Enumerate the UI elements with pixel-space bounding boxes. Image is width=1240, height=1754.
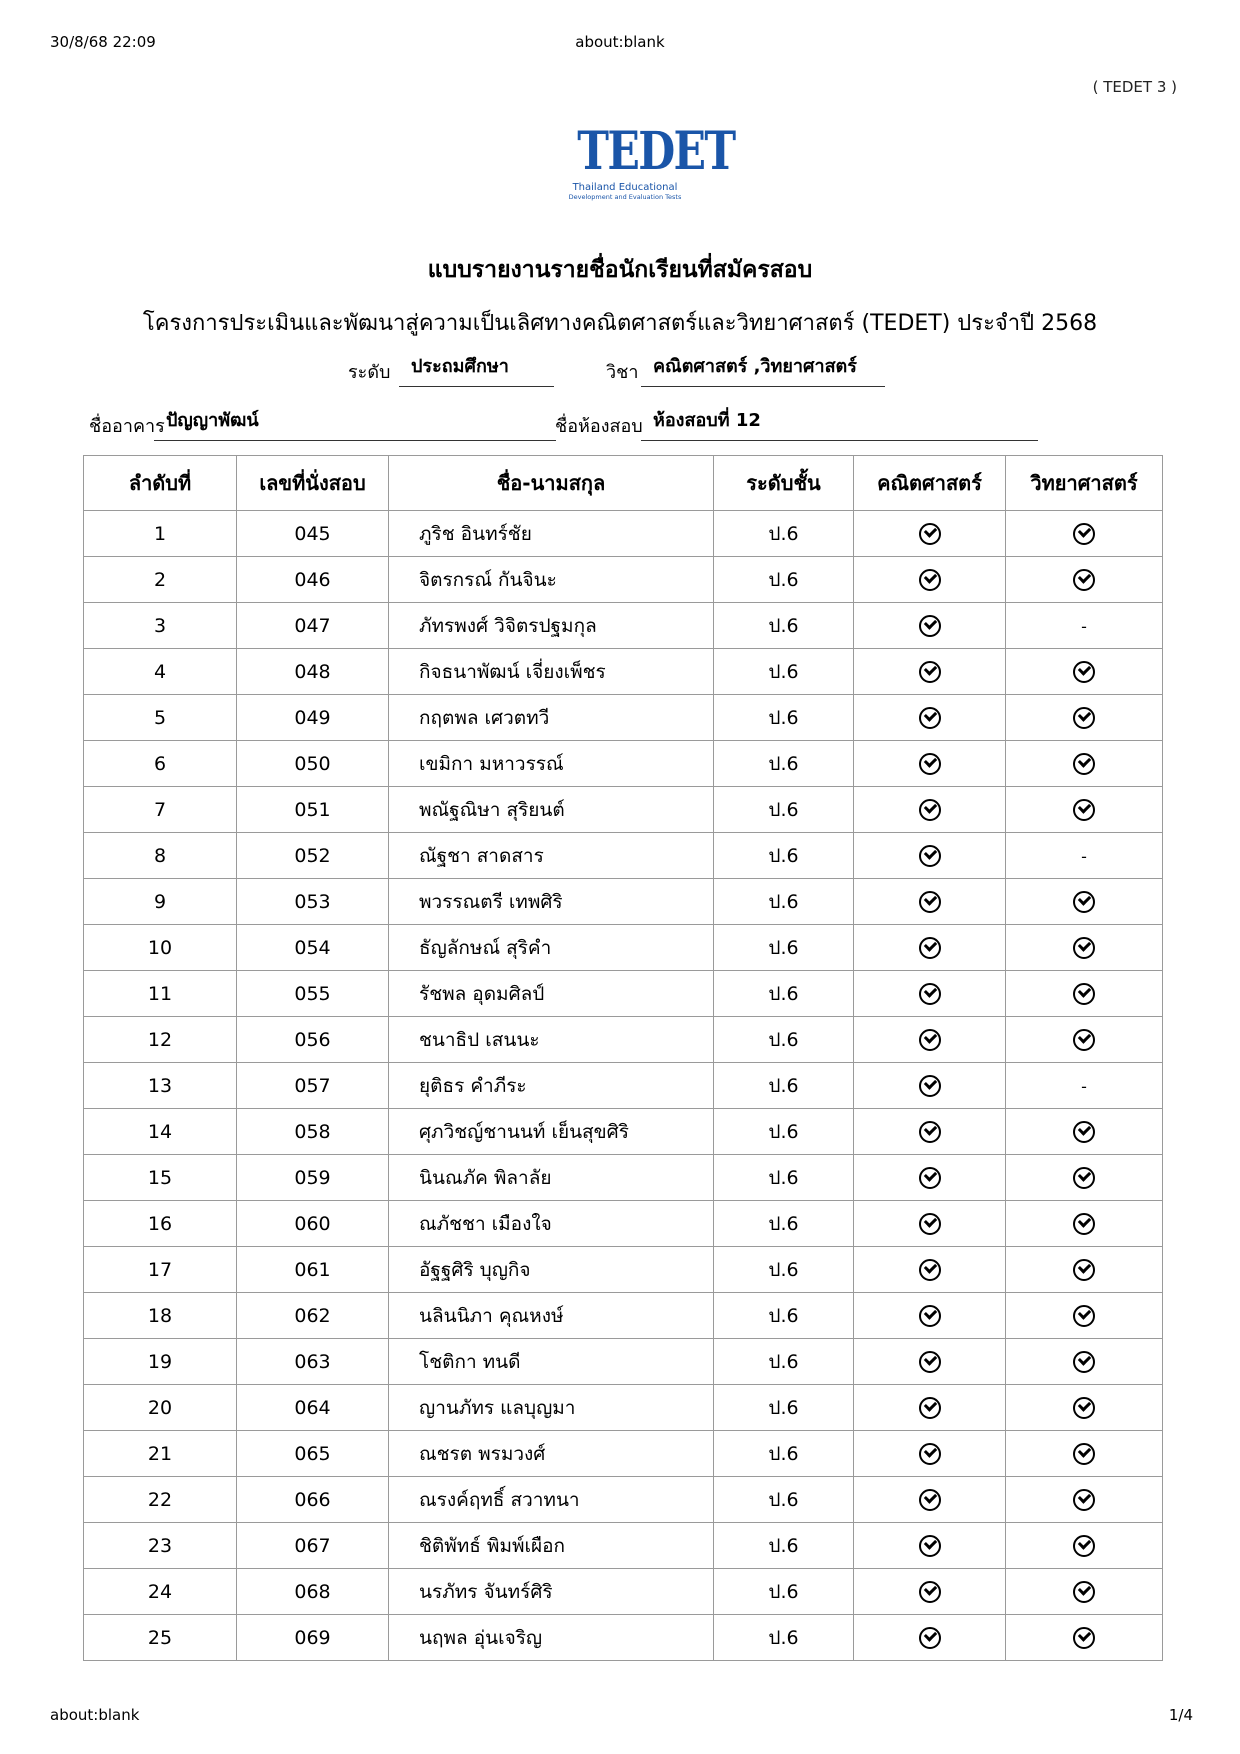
row-name: ศุภวิชญ์ชานนท์ เย็นสุขศิริ xyxy=(389,1109,714,1155)
table-row xyxy=(84,511,1163,557)
row-name: กิจธนาพัฒน์ เจี่ยงเพ็ชร xyxy=(389,649,714,695)
row-seat: 047 xyxy=(237,603,389,649)
check-circle-icon xyxy=(1073,1443,1095,1465)
row-grade: ป.6 xyxy=(714,1569,854,1615)
row-math-status xyxy=(854,1385,1006,1431)
table-row xyxy=(84,1477,1163,1523)
row-science-status xyxy=(1006,879,1163,925)
row-science-status xyxy=(1006,925,1163,971)
row-math-status xyxy=(854,741,1006,787)
table-row xyxy=(84,1293,1163,1339)
tedet-logo xyxy=(560,121,735,201)
row-order: 9 xyxy=(84,879,237,925)
row-name: อัฐฐศิริ บุญกิจ xyxy=(389,1247,714,1293)
row-math-status xyxy=(854,1247,1006,1293)
row-order: 4 xyxy=(84,649,237,695)
row-name: นรภัทร จันทร์ศิริ xyxy=(389,1569,714,1615)
check-circle-icon xyxy=(919,569,941,591)
row-order: 7 xyxy=(84,787,237,833)
document-subtitle: โครงการประเมินและพัฒนาสู่ความเป็นเลิศทางคณิตศาสตร์และวิทยาศาสตร์ (TEDET) ประจำปี 2568 xyxy=(142,311,1098,336)
not-registered-dash: - xyxy=(1081,846,1087,866)
row-order: 5 xyxy=(84,695,237,741)
header-seat: เลขที่นั่งสอบ xyxy=(237,456,389,511)
row-grade: ป.6 xyxy=(714,971,854,1017)
row-order: 25 xyxy=(84,1615,237,1661)
row-seat: 069 xyxy=(237,1615,389,1661)
row-grade: ป.6 xyxy=(714,1109,854,1155)
row-science-status xyxy=(1006,1569,1163,1615)
row-grade: ป.6 xyxy=(714,1615,854,1661)
check-circle-icon xyxy=(919,799,941,821)
row-seat: 067 xyxy=(237,1523,389,1569)
row-seat: 064 xyxy=(237,1385,389,1431)
check-circle-icon xyxy=(919,1443,941,1465)
page-number: 1/4 xyxy=(1168,1706,1193,1724)
row-math-status xyxy=(854,879,1006,925)
table-row xyxy=(84,1155,1163,1201)
row-math-status xyxy=(854,1615,1006,1661)
row-order: 6 xyxy=(84,741,237,787)
check-circle-icon xyxy=(919,1029,941,1051)
row-science-status xyxy=(1006,1385,1163,1431)
table-row xyxy=(84,1569,1163,1615)
check-circle-icon xyxy=(1073,753,1095,775)
row-math-status xyxy=(854,1201,1006,1247)
row-name: รัชพล อุดมศิลป์ xyxy=(389,971,714,1017)
table-row xyxy=(84,1247,1163,1293)
row-name: ภูริช อินทร์ชัย xyxy=(389,511,714,557)
row-order: 21 xyxy=(84,1431,237,1477)
row-seat: 062 xyxy=(237,1293,389,1339)
row-order: 2 xyxy=(84,557,237,603)
row-grade: ป.6 xyxy=(714,833,854,879)
row-science-status xyxy=(1006,603,1163,649)
row-math-status xyxy=(854,695,1006,741)
row-seat: 063 xyxy=(237,1339,389,1385)
print-datetime: 30/8/68 22:09 xyxy=(50,33,156,51)
row-math-status xyxy=(854,925,1006,971)
row-order: 23 xyxy=(84,1523,237,1569)
row-seat: 049 xyxy=(237,695,389,741)
row-science-status xyxy=(1006,557,1163,603)
row-grade: ป.6 xyxy=(714,741,854,787)
table-row xyxy=(84,879,1163,925)
table-header-row xyxy=(84,456,1163,511)
row-name: ณชรต พรมวงศ์ xyxy=(389,1431,714,1477)
row-grade: ป.6 xyxy=(714,557,854,603)
row-seat: 045 xyxy=(237,511,389,557)
table-row xyxy=(84,1339,1163,1385)
row-order: 13 xyxy=(84,1063,237,1109)
check-circle-icon xyxy=(1073,1397,1095,1419)
row-science-status xyxy=(1006,1615,1163,1661)
check-circle-icon xyxy=(919,845,941,867)
row-math-status xyxy=(854,1293,1006,1339)
check-circle-icon xyxy=(919,1259,941,1281)
building-label: ชื่ออาคาร xyxy=(89,416,165,437)
check-circle-icon xyxy=(1073,1029,1095,1051)
row-math-status xyxy=(854,1431,1006,1477)
row-seat: 065 xyxy=(237,1431,389,1477)
row-grade: ป.6 xyxy=(714,787,854,833)
table-row xyxy=(84,833,1163,879)
check-circle-icon xyxy=(1073,569,1095,591)
check-circle-icon xyxy=(919,753,941,775)
row-seat: 046 xyxy=(237,557,389,603)
row-name: พวรรณตรี เทพศิริ xyxy=(389,879,714,925)
row-grade: ป.6 xyxy=(714,1523,854,1569)
row-seat: 068 xyxy=(237,1569,389,1615)
row-grade: ป.6 xyxy=(714,603,854,649)
row-order: 24 xyxy=(84,1569,237,1615)
row-name: ชิติพัทธ์ พิมพ์เผือก xyxy=(389,1523,714,1569)
check-circle-icon xyxy=(1073,1305,1095,1327)
logo-line2: Development and Evaluation Tests xyxy=(568,193,682,201)
row-science-status xyxy=(1006,1293,1163,1339)
row-order: 3 xyxy=(84,603,237,649)
level-value: ประถมศึกษา xyxy=(399,355,554,387)
row-order: 18 xyxy=(84,1293,237,1339)
footer-url: about:blank xyxy=(50,1706,140,1724)
table-row xyxy=(84,649,1163,695)
check-circle-icon xyxy=(919,1581,941,1603)
table-row xyxy=(84,1523,1163,1569)
row-name: พณัฐณิษา สุริยนต์ xyxy=(389,787,714,833)
subject-value: คณิตศาสตร์ ,วิทยาศาสตร์ xyxy=(641,355,885,387)
check-circle-icon xyxy=(1073,937,1095,959)
row-order: 15 xyxy=(84,1155,237,1201)
check-circle-icon xyxy=(1073,707,1095,729)
row-grade: ป.6 xyxy=(714,1339,854,1385)
row-seat: 056 xyxy=(237,1017,389,1063)
student-roster-table xyxy=(83,455,1163,1661)
check-circle-icon xyxy=(919,1121,941,1143)
check-circle-icon xyxy=(919,1397,941,1419)
check-circle-icon xyxy=(919,983,941,1005)
row-science-status xyxy=(1006,1155,1163,1201)
check-circle-icon xyxy=(1073,523,1095,545)
row-order: 8 xyxy=(84,833,237,879)
check-circle-icon xyxy=(919,1351,941,1373)
row-order: 10 xyxy=(84,925,237,971)
check-circle-icon xyxy=(1073,1121,1095,1143)
row-math-status xyxy=(854,1155,1006,1201)
row-math-status xyxy=(854,1109,1006,1155)
check-circle-icon xyxy=(1073,1627,1095,1649)
row-seat: 054 xyxy=(237,925,389,971)
row-order: 16 xyxy=(84,1201,237,1247)
row-grade: ป.6 xyxy=(714,879,854,925)
check-circle-icon xyxy=(919,1535,941,1557)
row-order: 14 xyxy=(84,1109,237,1155)
row-name: โชติกา ทนดี xyxy=(389,1339,714,1385)
table-row xyxy=(84,1063,1163,1109)
table-row xyxy=(84,741,1163,787)
row-seat: 048 xyxy=(237,649,389,695)
row-name: นฤพล อุ่นเจริญ xyxy=(389,1615,714,1661)
check-circle-icon xyxy=(1073,1167,1095,1189)
row-seat: 052 xyxy=(237,833,389,879)
row-grade: ป.6 xyxy=(714,1201,854,1247)
check-circle-icon xyxy=(1073,1489,1095,1511)
room-label: ชื่อห้องสอบ xyxy=(555,416,643,437)
row-math-status xyxy=(854,603,1006,649)
row-math-status xyxy=(854,511,1006,557)
row-science-status xyxy=(1006,833,1163,879)
check-circle-icon xyxy=(919,1213,941,1235)
row-grade: ป.6 xyxy=(714,511,854,557)
check-circle-icon xyxy=(1073,983,1095,1005)
check-circle-icon xyxy=(919,937,941,959)
row-name: ภัทรพงศ์ วิจิตรปฐมกุล xyxy=(389,603,714,649)
check-circle-icon xyxy=(1073,1581,1095,1603)
row-name: ชนาธิป เสนนะ xyxy=(389,1017,714,1063)
row-seat: 053 xyxy=(237,879,389,925)
row-name: ณัฐชา สาดสาร xyxy=(389,833,714,879)
header-name: ชื่อ-นามสกุล xyxy=(389,456,714,511)
row-math-status xyxy=(854,1063,1006,1109)
row-math-status xyxy=(854,833,1006,879)
row-science-status xyxy=(1006,695,1163,741)
check-circle-icon xyxy=(919,1489,941,1511)
row-grade: ป.6 xyxy=(714,1063,854,1109)
row-grade: ป.6 xyxy=(714,925,854,971)
room-value: ห้องสอบที่ 12 xyxy=(641,409,1038,441)
row-science-status xyxy=(1006,1339,1163,1385)
check-circle-icon xyxy=(919,707,941,729)
building-value: ปัญญาพัฒน์ xyxy=(154,409,556,441)
check-circle-icon xyxy=(919,891,941,913)
check-circle-icon xyxy=(919,1627,941,1649)
table-row xyxy=(84,971,1163,1017)
table-row xyxy=(84,1615,1163,1661)
check-circle-icon xyxy=(1073,1351,1095,1373)
header-math: คณิตศาสตร์ xyxy=(854,456,1006,511)
row-name: ธัญลักษณ์ สุริคำ xyxy=(389,925,714,971)
row-seat: 058 xyxy=(237,1109,389,1155)
not-registered-dash: - xyxy=(1081,1076,1087,1096)
check-circle-icon xyxy=(919,523,941,545)
table-row xyxy=(84,787,1163,833)
row-seat: 066 xyxy=(237,1477,389,1523)
row-seat: 057 xyxy=(237,1063,389,1109)
table-row xyxy=(84,1109,1163,1155)
row-order: 12 xyxy=(84,1017,237,1063)
row-seat: 061 xyxy=(237,1247,389,1293)
table-row xyxy=(84,695,1163,741)
row-name: ยุติธร คำภีระ xyxy=(389,1063,714,1109)
row-grade: ป.6 xyxy=(714,1155,854,1201)
row-order: 11 xyxy=(84,971,237,1017)
row-science-status xyxy=(1006,649,1163,695)
check-circle-icon xyxy=(919,1305,941,1327)
header-science: วิทยาศาสตร์ xyxy=(1006,456,1163,511)
row-science-status xyxy=(1006,1523,1163,1569)
row-name: ณภัชชา เมืองใจ xyxy=(389,1201,714,1247)
row-grade: ป.6 xyxy=(714,1431,854,1477)
row-math-status xyxy=(854,1477,1006,1523)
row-science-status xyxy=(1006,1477,1163,1523)
row-science-status xyxy=(1006,1017,1163,1063)
header-order: ลำดับที่ xyxy=(84,456,237,511)
check-circle-icon xyxy=(919,615,941,637)
header-grade: ระดับชั้น xyxy=(714,456,854,511)
row-name: ณรงค์ฤทธิ์ สวาทนา xyxy=(389,1477,714,1523)
row-math-status xyxy=(854,787,1006,833)
table-row xyxy=(84,557,1163,603)
print-url: about:blank xyxy=(575,33,665,51)
row-grade: ป.6 xyxy=(714,1293,854,1339)
row-name: กฤตพล เศวตทวี xyxy=(389,695,714,741)
row-science-status xyxy=(1006,787,1163,833)
row-grade: ป.6 xyxy=(714,1477,854,1523)
row-order: 20 xyxy=(84,1385,237,1431)
row-science-status xyxy=(1006,741,1163,787)
subject-label: วิชา xyxy=(606,362,639,383)
row-grade: ป.6 xyxy=(714,649,854,695)
row-seat: 055 xyxy=(237,971,389,1017)
check-circle-icon xyxy=(1073,1213,1095,1235)
row-name: นลินนิภา คุณหงษ์ xyxy=(389,1293,714,1339)
row-math-status xyxy=(854,1523,1006,1569)
row-seat: 060 xyxy=(237,1201,389,1247)
check-circle-icon xyxy=(1073,661,1095,683)
row-grade: ป.6 xyxy=(714,695,854,741)
row-name: จิตรกรณ์ กันจินะ xyxy=(389,557,714,603)
check-circle-icon xyxy=(1073,891,1095,913)
row-math-status xyxy=(854,971,1006,1017)
not-registered-dash: - xyxy=(1081,616,1087,636)
row-name: เขมิกา มหาวรรณ์ xyxy=(389,741,714,787)
check-circle-icon xyxy=(919,1075,941,1097)
document-title: แบบรายงานรายชื่อนักเรียนที่สมัครสอบ xyxy=(427,257,813,283)
row-order: 1 xyxy=(84,511,237,557)
row-grade: ป.6 xyxy=(714,1385,854,1431)
row-seat: 050 xyxy=(237,741,389,787)
table-row xyxy=(84,1431,1163,1477)
table-row xyxy=(84,603,1163,649)
table-row xyxy=(84,1385,1163,1431)
row-math-status xyxy=(854,557,1006,603)
row-math-status xyxy=(854,1569,1006,1615)
row-name: นินณภัค พิลาลัย xyxy=(389,1155,714,1201)
logo-line1: Thailand Educational xyxy=(572,182,678,193)
row-science-status xyxy=(1006,1201,1163,1247)
row-seat: 051 xyxy=(237,787,389,833)
row-seat: 059 xyxy=(237,1155,389,1201)
row-science-status xyxy=(1006,1247,1163,1293)
table-row xyxy=(84,1201,1163,1247)
row-name: ญานภัทร แลบุญมา xyxy=(389,1385,714,1431)
row-science-status xyxy=(1006,511,1163,557)
check-circle-icon xyxy=(1073,799,1095,821)
row-grade: ป.6 xyxy=(714,1017,854,1063)
check-circle-icon xyxy=(919,661,941,683)
level-label: ระดับ xyxy=(348,362,391,383)
row-order: 17 xyxy=(84,1247,237,1293)
row-science-status xyxy=(1006,1063,1163,1109)
check-circle-icon xyxy=(1073,1535,1095,1557)
row-science-status xyxy=(1006,1431,1163,1477)
form-code: ( TEDET 3 ) xyxy=(1092,78,1177,96)
check-circle-icon xyxy=(1073,1259,1095,1281)
logo-wordmark: TEDET xyxy=(577,121,735,182)
row-order: 19 xyxy=(84,1339,237,1385)
check-circle-icon xyxy=(919,1167,941,1189)
row-math-status xyxy=(854,649,1006,695)
row-order: 22 xyxy=(84,1477,237,1523)
row-math-status xyxy=(854,1017,1006,1063)
row-science-status xyxy=(1006,971,1163,1017)
row-science-status xyxy=(1006,1109,1163,1155)
table-row xyxy=(84,925,1163,971)
row-grade: ป.6 xyxy=(714,1247,854,1293)
table-row xyxy=(84,1017,1163,1063)
row-math-status xyxy=(854,1339,1006,1385)
